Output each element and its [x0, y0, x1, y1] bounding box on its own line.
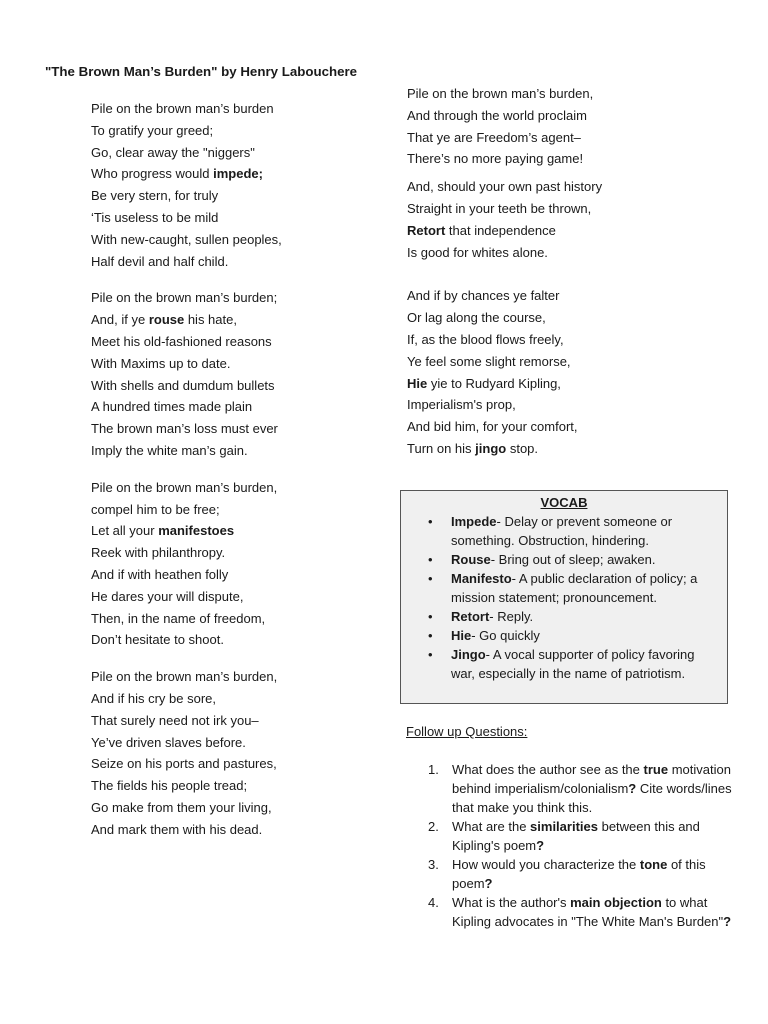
line-text: Go make from them your living,	[91, 799, 272, 815]
poem-line	[91, 710, 381, 732]
question-number: 1.	[428, 762, 439, 777]
question-text: What are the	[452, 819, 531, 834]
question-text: of this poem	[452, 857, 706, 891]
line-text: The fields his people tread;	[91, 778, 248, 794]
poem-line	[407, 285, 747, 307]
poem-stanza	[407, 285, 747, 459]
vocab-word: manifestoes	[158, 523, 235, 539]
vocab-title: VOCAB	[540, 495, 588, 510]
question-item	[406, 855, 736, 893]
bullet-icon: •	[428, 609, 433, 624]
poem-line	[407, 416, 747, 438]
line-text: Pile on the brown man’s burden;	[91, 290, 278, 306]
line-text: Ye feel some slight remorse,	[407, 353, 571, 369]
poem-line	[91, 819, 381, 841]
poem-line	[407, 394, 747, 416]
poem-line	[407, 307, 747, 329]
poem-line	[91, 163, 381, 185]
bullet-icon: •	[428, 647, 433, 662]
poem-line	[91, 608, 381, 630]
poem-line	[91, 775, 381, 797]
line-text: Pile on the brown man’s burden	[91, 101, 274, 116]
bullet-icon: •	[428, 514, 433, 529]
line-text: With Maxims up to date.	[91, 355, 231, 371]
line-text: With shells and dumdum bullets	[91, 377, 275, 393]
line-text: He dares your will dispute,	[91, 588, 244, 604]
line-text: that independence	[445, 222, 556, 238]
vocab-word: Hie	[407, 375, 428, 391]
poem-line	[91, 418, 381, 440]
line-text: And through the world proclaim	[407, 107, 587, 123]
question-number: 2.	[428, 819, 439, 834]
question-emphasis: ?	[484, 876, 493, 891]
vocab-word: rouse	[148, 312, 185, 328]
line-text: Turn on his	[407, 440, 476, 456]
poem-line	[91, 564, 381, 586]
line-text: compel him to be free;	[91, 501, 220, 517]
poem-line	[407, 105, 747, 127]
vocab-item	[401, 569, 715, 607]
line-text: And, if ye	[91, 312, 149, 328]
question-emphasis: tone	[639, 857, 668, 872]
line-text: And if with heathen folly	[91, 566, 229, 582]
question-text: What does the author see as the	[452, 762, 644, 777]
vocab-definition: - A public declaration of policy; a mission statement; pronouncement.	[451, 571, 698, 605]
vocab-term: Hie	[451, 628, 472, 643]
line-text: Let all your	[91, 523, 159, 539]
bullet-icon: •	[428, 552, 433, 567]
poem-line	[91, 666, 381, 688]
line-text: A hundred times made plain	[91, 399, 253, 415]
poem-left-column	[91, 98, 381, 841]
line-text: Pile on the brown man’s burden,	[91, 479, 278, 495]
line-text: Don’t hesitate to shoot.	[91, 632, 224, 648]
vocab-item	[401, 550, 715, 569]
page-title: "The Brown Man’s Burden" by Henry Labouchere	[45, 64, 358, 79]
poem-line	[91, 185, 381, 207]
line-text: To gratify your greed;	[91, 122, 214, 138]
poem-line	[91, 251, 381, 273]
vocab-term: Retort	[451, 609, 490, 624]
poem-line	[91, 499, 381, 521]
line-text: And if by chances ye falter	[407, 288, 560, 304]
line-text: There’s no more paying game!	[407, 151, 584, 167]
poem-line	[407, 242, 747, 264]
vocab-term: Jingo	[451, 647, 486, 662]
line-text: Go, clear away the "niggers"	[91, 144, 255, 160]
poem-stanza	[91, 477, 381, 651]
poem-stanza	[407, 83, 747, 170]
question-emphasis: true	[643, 762, 669, 777]
question-number: 3.	[428, 857, 439, 872]
poem-stanza	[407, 176, 747, 263]
vocab-term: Impede	[451, 514, 497, 529]
question-text: to what Kipling advocates in "The White Man's Burden"	[452, 895, 724, 929]
question-emphasis: ?	[536, 838, 545, 853]
question-emphasis: similarities	[530, 819, 598, 834]
stanza-spacer	[91, 272, 381, 287]
question-text: between this and Kipling's poem	[452, 819, 700, 853]
question-item	[406, 817, 736, 855]
line-text: Half devil and half child.	[91, 253, 229, 269]
poem-line	[91, 287, 381, 309]
bullet-icon: •	[428, 571, 433, 586]
vocab-definition: - A vocal supporter of policy favoring war, especially in the name of patriotism.	[451, 647, 695, 681]
poem-line	[407, 438, 747, 460]
poem-right-column	[407, 83, 747, 460]
vocab-term: Manifesto	[451, 571, 512, 586]
poem-line	[91, 98, 381, 120]
stanza-spacer	[91, 651, 381, 666]
line-text: And bid him, for your comfort,	[407, 419, 578, 435]
question-emphasis: ?	[723, 914, 732, 929]
poem-line	[91, 477, 381, 499]
line-text: his hate,	[184, 312, 237, 328]
poem-line	[407, 83, 747, 105]
line-text: Imply the white man’s gain.	[91, 442, 248, 458]
poem-line	[91, 732, 381, 754]
poem-line	[91, 396, 381, 418]
vocab-item	[401, 607, 715, 626]
poem-stanza	[91, 98, 381, 272]
poem-line	[407, 198, 747, 220]
poem-line	[91, 440, 381, 462]
line-text: If, as the blood flows freely,	[407, 331, 564, 347]
line-text: Reek with philanthropy.	[91, 545, 226, 561]
vocab-definition: - Reply.	[489, 609, 534, 624]
poem-line	[91, 688, 381, 710]
poem-line	[91, 142, 381, 164]
poem-line	[91, 120, 381, 142]
question-item	[406, 760, 736, 817]
vocab-item	[401, 626, 715, 645]
question-text: motivation behind imperialism/colonialism	[452, 762, 731, 796]
poem-line	[407, 373, 747, 395]
vocab-word: Retort	[407, 222, 446, 238]
line-text: ‘Tis useless to be mild	[91, 209, 219, 225]
line-text: Then, in the name of freedom,	[91, 610, 266, 626]
question-item	[406, 893, 736, 931]
bullet-icon: •	[428, 628, 433, 643]
line-text: yie to Rudyard Kipling,	[427, 375, 561, 391]
poem-line	[407, 351, 747, 373]
line-text: Seize on his ports and pastures,	[91, 756, 277, 772]
poem-line	[91, 797, 381, 819]
questions-heading: Follow up Questions:	[406, 724, 528, 739]
vocab-definition: - Go quickly	[471, 628, 540, 643]
line-text: Ye’ve driven slaves before.	[91, 734, 246, 750]
poem-line	[407, 329, 747, 351]
poem-line	[407, 127, 747, 149]
stanza-spacer	[407, 263, 747, 285]
question-text: How would you characterize the	[452, 857, 640, 872]
vocab-word: impede;	[213, 166, 263, 182]
line-text: Straight in your teeth be thrown,	[407, 200, 592, 216]
poem-line	[91, 753, 381, 775]
poem-line	[91, 331, 381, 353]
question-text: What is the author's	[452, 895, 571, 910]
line-text: And, should your own past history	[407, 179, 603, 195]
line-text: Is good for whites alone.	[407, 244, 548, 260]
vocab-item	[401, 512, 715, 550]
line-text: Who progress would	[91, 166, 214, 182]
line-text: The brown man’s loss must ever	[91, 421, 278, 437]
line-text: And mark them with his dead.	[91, 821, 263, 837]
line-text: That ye are Freedom’s agent–	[407, 129, 581, 145]
line-text: Pile on the brown man’s burden,	[407, 86, 594, 101]
vocab-term: Rouse	[451, 552, 491, 567]
vocab-item	[401, 645, 715, 683]
poem-line	[407, 176, 747, 198]
line-text: Pile on the brown man’s burden,	[91, 669, 278, 685]
poem-line	[407, 148, 747, 170]
vocab-box	[400, 490, 728, 704]
poem-line	[91, 309, 381, 331]
poem-line	[91, 375, 381, 397]
poem-line	[91, 629, 381, 651]
line-text: Imperialism's prop,	[407, 397, 516, 413]
question-number: 4.	[428, 895, 439, 910]
line-text: Or lag along the course,	[407, 310, 546, 326]
question-emphasis: main objection	[570, 895, 662, 910]
poem-line	[407, 220, 747, 242]
line-text: That surely need not irk you–	[91, 712, 259, 728]
poem-line	[91, 542, 381, 564]
poem-line	[91, 207, 381, 229]
vocab-word: jingo	[475, 440, 507, 456]
question-text: Cite words/lines that make you think this.	[452, 781, 732, 815]
vocab-list	[401, 512, 727, 683]
line-text: And if his cry be sore,	[91, 690, 216, 706]
stanza-spacer	[91, 462, 381, 477]
poem-line	[91, 229, 381, 251]
poem-line	[91, 586, 381, 608]
poem-stanza	[91, 666, 381, 840]
line-text: Meet his old-fashioned reasons	[91, 333, 272, 349]
vocab-definition: - Delay or prevent someone or something. Obstruction, hindering.	[451, 514, 673, 548]
questions-list	[406, 760, 736, 931]
line-text: With new-caught, sullen peoples,	[91, 231, 282, 247]
line-text: Be very stern, for truly	[91, 188, 219, 204]
poem-line	[91, 353, 381, 375]
poem-line	[91, 520, 381, 542]
question-emphasis: ?	[628, 781, 637, 796]
poem-stanza	[91, 287, 381, 461]
vocab-definition: - Bring out of sleep; awaken.	[490, 552, 656, 567]
line-text: stop.	[506, 440, 539, 456]
